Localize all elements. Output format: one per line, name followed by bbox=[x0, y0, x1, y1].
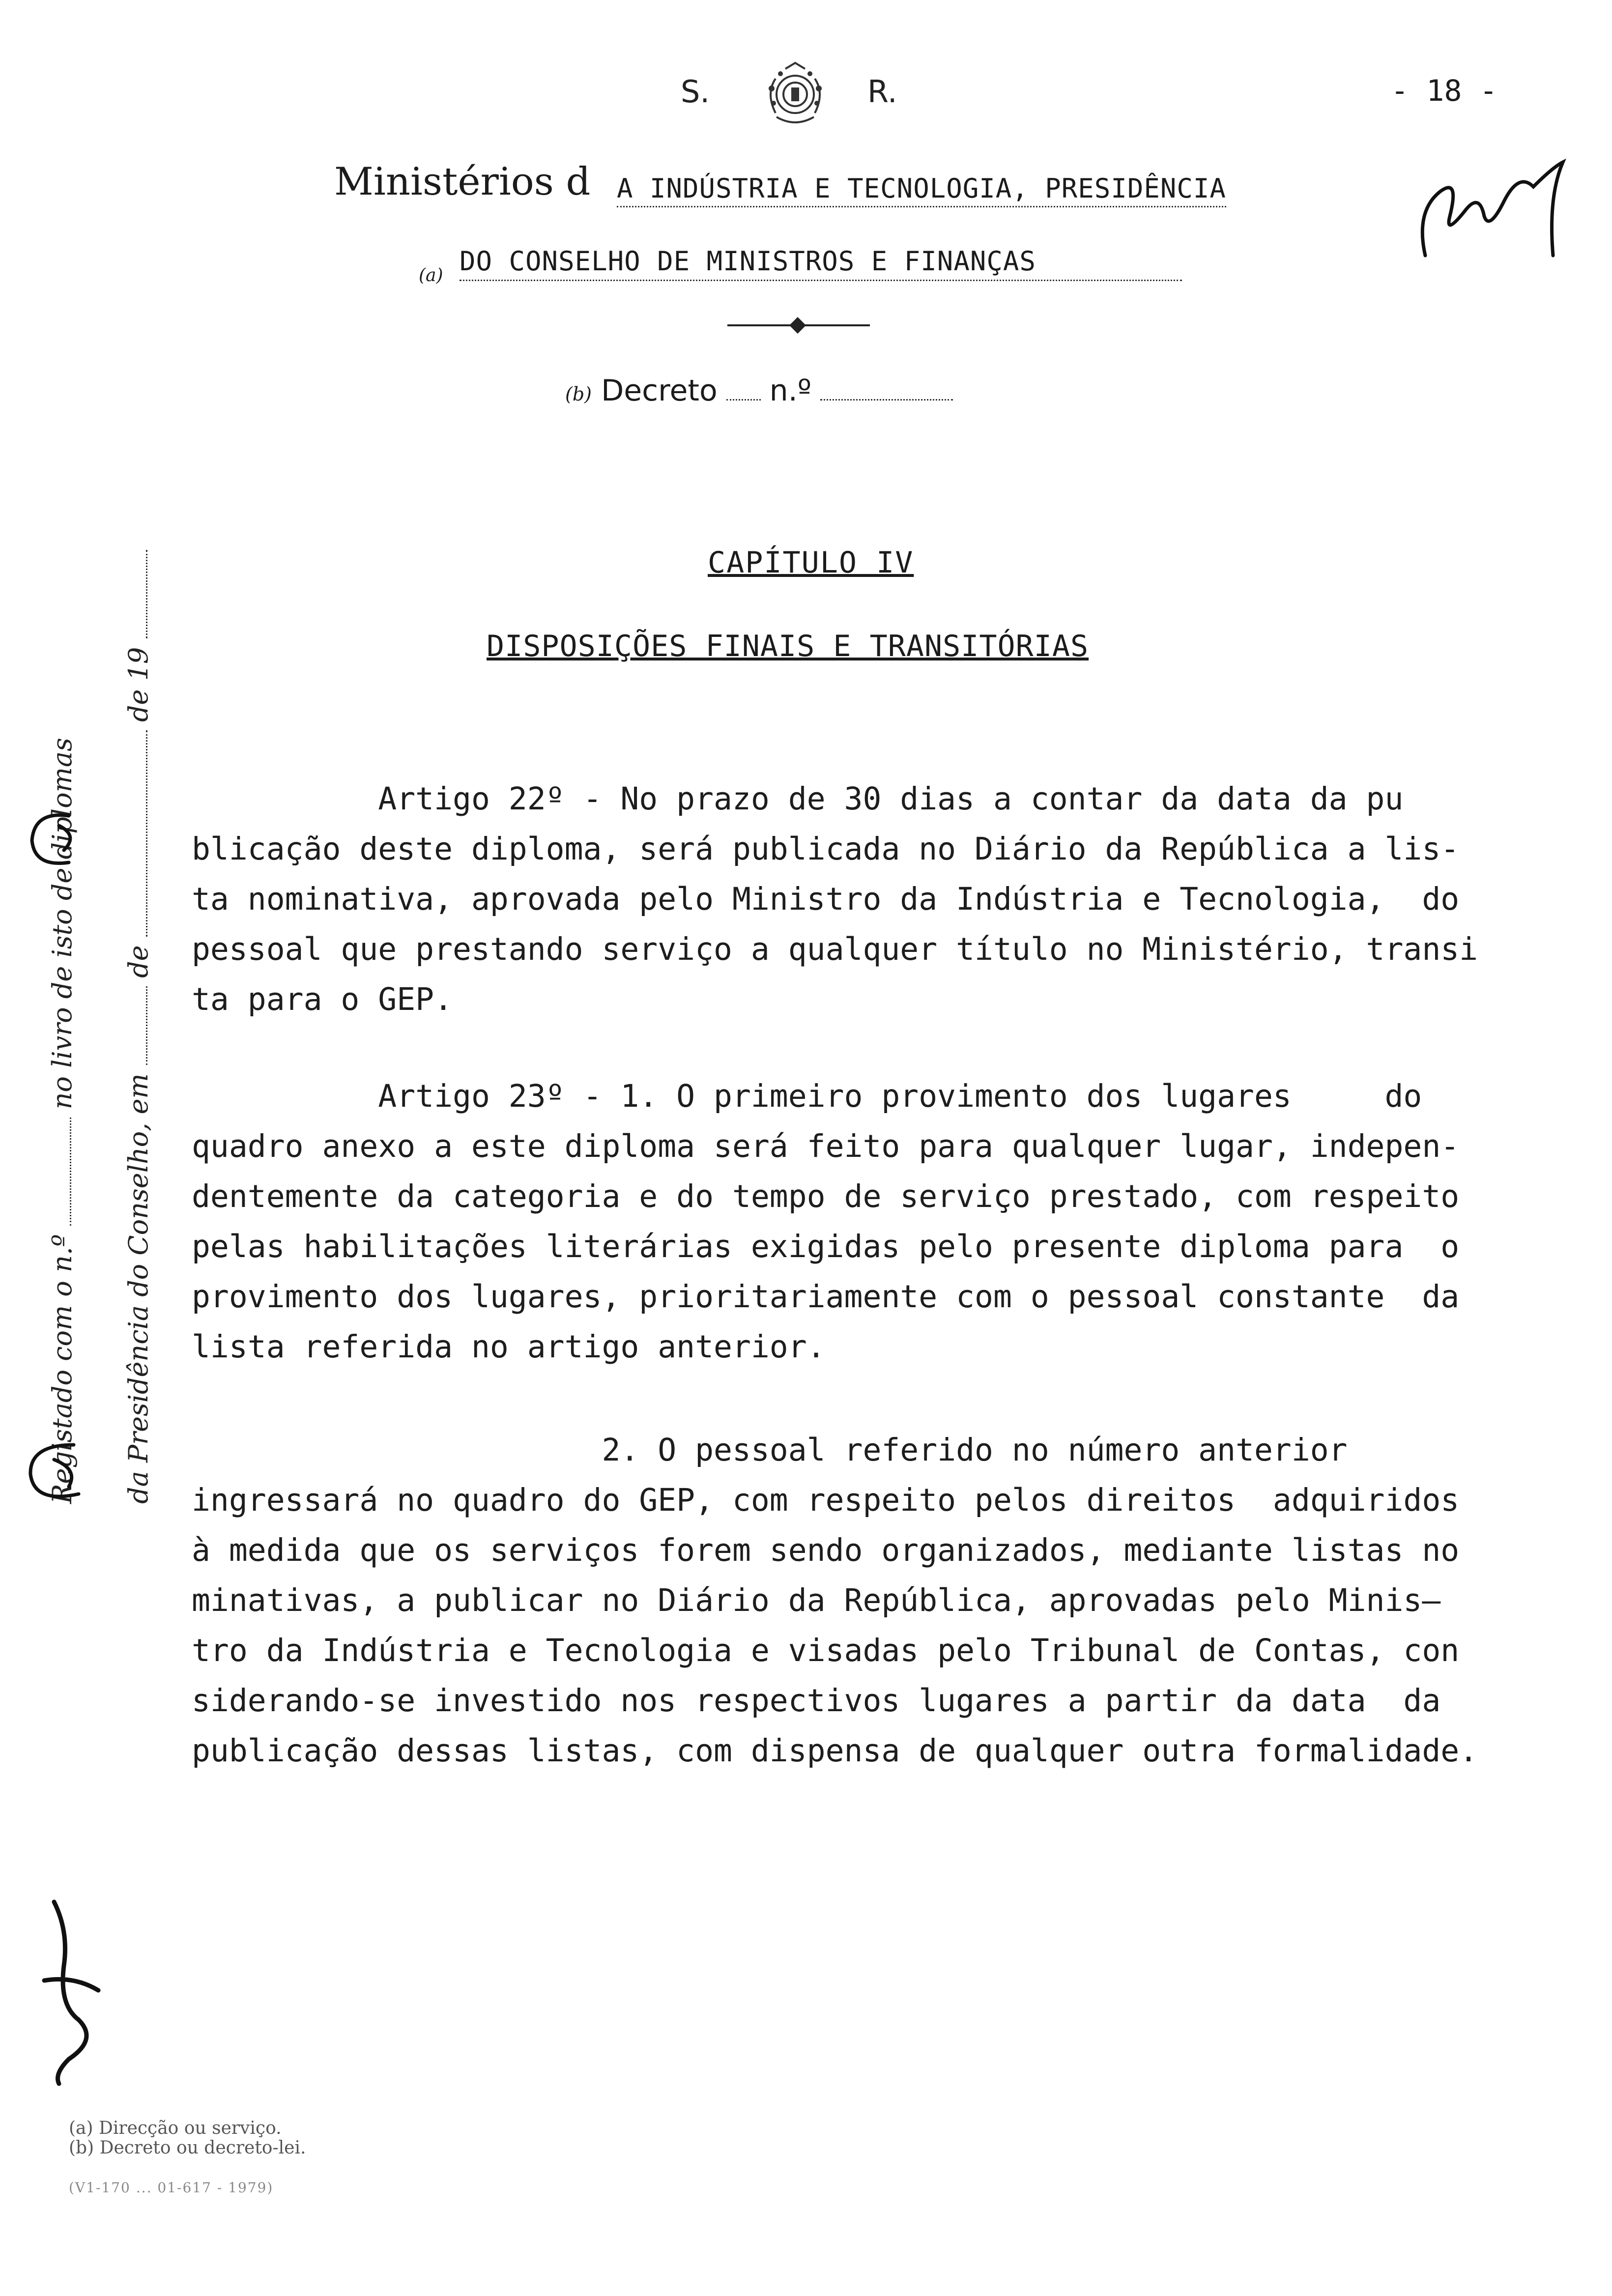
decree-number-label: n.º bbox=[769, 373, 812, 408]
register-number-blank bbox=[70, 1118, 71, 1226]
presidency-date-blank bbox=[146, 986, 147, 1065]
article-23-1: Artigo 23º - 1. O primeiro provimento dos lugares do quadro anexo a este diploma será feito para qualquer lugar, indepen- dentemente da categoria e do tempo de serviço prestado, com respeito pelas habilitações literárias exigidas pelo presente diploma para o provimento dos lugares, prioritariamente com o pessoal constante da lista referida no artigo anterior. bbox=[192, 1078, 1460, 1365]
margin-handwritten-mark-1 bbox=[20, 806, 88, 875]
decree-blank-2 bbox=[820, 399, 953, 401]
margin-register-line-1 bbox=[47, 570, 78, 1504]
footnote-marker-a: (a) bbox=[419, 265, 443, 286]
footnote-a: (a) Direcção ou serviço. bbox=[69, 2118, 282, 2138]
footnote-marker-b: (b) bbox=[565, 383, 592, 405]
register-label: Registado com o n.º bbox=[47, 1234, 78, 1504]
print-code: (V1-170 ... 01-617 - 1979) bbox=[69, 2180, 274, 2196]
month-blank bbox=[146, 730, 147, 937]
margin-handwritten-signature bbox=[25, 1892, 113, 2089]
chapter-title: CAPÍTULO IV bbox=[708, 545, 914, 580]
presidency-label: da Presidência do Conselho, em bbox=[123, 1073, 154, 1504]
divider-diamond bbox=[789, 317, 806, 334]
ministry-line-2: DO CONSELHO DE MINISTROS E FINANÇAS bbox=[460, 246, 1182, 281]
decree-label: Decreto bbox=[601, 373, 718, 408]
chapter-subtitle: DISPOSIÇÕES FINAIS E TRANSITÓRIAS bbox=[487, 629, 1089, 663]
year-label: de 19 bbox=[123, 647, 154, 722]
signature-initials bbox=[1406, 157, 1583, 275]
footnote-b: (b) Decreto ou decreto-lei. bbox=[69, 2138, 306, 2158]
decree-line bbox=[565, 373, 953, 408]
year-blank bbox=[146, 550, 147, 638]
margin-handwritten-mark-2 bbox=[20, 1435, 93, 1509]
register-book-label: no livro de bbox=[47, 966, 78, 1110]
coat-of-arms-icon bbox=[746, 59, 844, 133]
decree-blank-1 bbox=[726, 399, 761, 401]
register-diplomas-label: isto de diplomas bbox=[47, 738, 78, 958]
month-label: de bbox=[123, 945, 154, 978]
page-number: - 18 - bbox=[1391, 74, 1497, 108]
margin-register-line-2 bbox=[123, 570, 154, 1504]
header-letter-s: S. bbox=[681, 74, 710, 110]
article-22: Artigo 22º - No prazo de 30 dias a contar da data da pu blicação deste diploma, será publicada no Diário da República a lis- ta nominativa, aprovada pelo Ministro da Indústria e Tecnologia, do pessoal que prestando serviço a qualquer título no Ministério, transi ta para o GEP. bbox=[192, 781, 1478, 1017]
ministry-prefix: Ministérios d bbox=[334, 160, 591, 204]
article-23-2: 2. O pessoal referido no número anterior ingressará no quadro do GEP, com respeito pelos direitos adquiridos à medida que os serviços forem sendo organizados, mediante listas no minativas, a publicar no Diário da República, aprovadas pelo Minis— tro da Indústria e Tecnologia e visadas pelo Tribunal de Contas, con siderando-se investido nos respectivos lugares a partir da data da publicação dessas listas, com dispensa de qualquer outra formalidade. bbox=[192, 1432, 1478, 1769]
ministry-line-1: A INDÚSTRIA E TECNOLOGIA, PRESIDÊNCIA bbox=[617, 173, 1226, 207]
header-letter-r: R. bbox=[867, 74, 897, 110]
